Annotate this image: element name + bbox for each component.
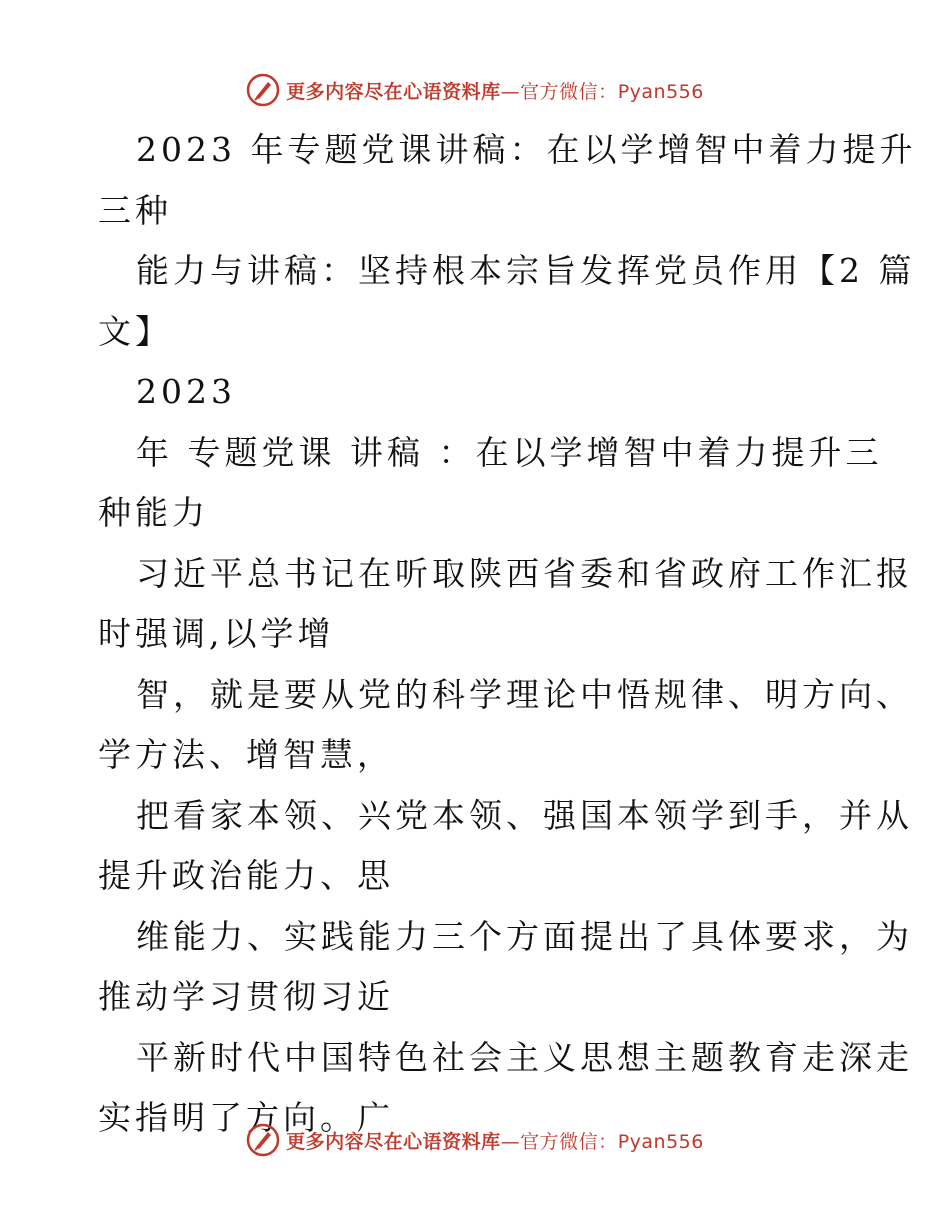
footer-watermark [0,1120,950,1160]
doc-title-line-2: 三种 [98,190,172,230]
document-body [98,120,917,1149]
doc-paragraph-line: 推动学习贯彻习近 [98,977,394,1016]
doc-paragraph-line: 提升政治能力、思 [98,856,394,895]
quill-logo-icon [246,1123,280,1157]
watermark-text [286,77,704,104]
doc-paragraph-line: 习近平总书记在听取陕西省委和省政府工作汇报 [136,553,913,593]
watermark-label: 官方微信 [520,80,599,103]
doc-title-line-3: 能力与讲稿：坚持根本宗旨发挥党员作用【2 篇 [136,251,916,290]
doc-paragraph-line: 时强调,以学增 [98,614,335,653]
doc-title-line-1: 2023 年专题党课讲稿：在以学增智中着力提升 [136,130,917,169]
watermark-label: 官方微信 [520,1130,599,1153]
doc-heading-line-3: 种能力 [98,493,209,532]
watermark-separator: ： [598,1130,618,1153]
doc-paragraph-line: 实指明了方向。广 [98,1098,394,1137]
quill-logo-icon [246,73,280,107]
watermark-id: Pyan556 [617,80,704,103]
doc-paragraph-line: 智，就是要从党的科学理论中悟规律、明方向、 [136,674,913,714]
doc-paragraph-line: 学方法、增智慧， [98,735,394,774]
header-watermark [0,70,950,110]
doc-title-line-4: 文】 [98,311,172,351]
watermark-text [286,1127,704,1154]
doc-heading-line-1: 2023 [136,372,236,411]
doc-paragraph-line: 平新时代中国特色社会主义思想主题教育走深走 [136,1037,913,1077]
watermark-dash: — [500,1130,521,1153]
doc-heading-line-2: 年 专题党课 讲稿 ：在以学增智中着力提升三 [136,432,883,472]
doc-paragraph-line: 维能力、实践能力三个方面提出了具体要求，为 [136,916,913,956]
watermark-dash: — [500,80,521,103]
watermark-brand: 更多内容尽在心语资料库 [286,80,501,103]
watermark-id: Pyan556 [617,1130,704,1153]
doc-paragraph-line: 把看家本领、兴党本领、强国本领学到手，并从 [136,795,913,835]
watermark-separator: ： [598,80,618,103]
watermark-brand: 更多内容尽在心语资料库 [286,1130,501,1153]
